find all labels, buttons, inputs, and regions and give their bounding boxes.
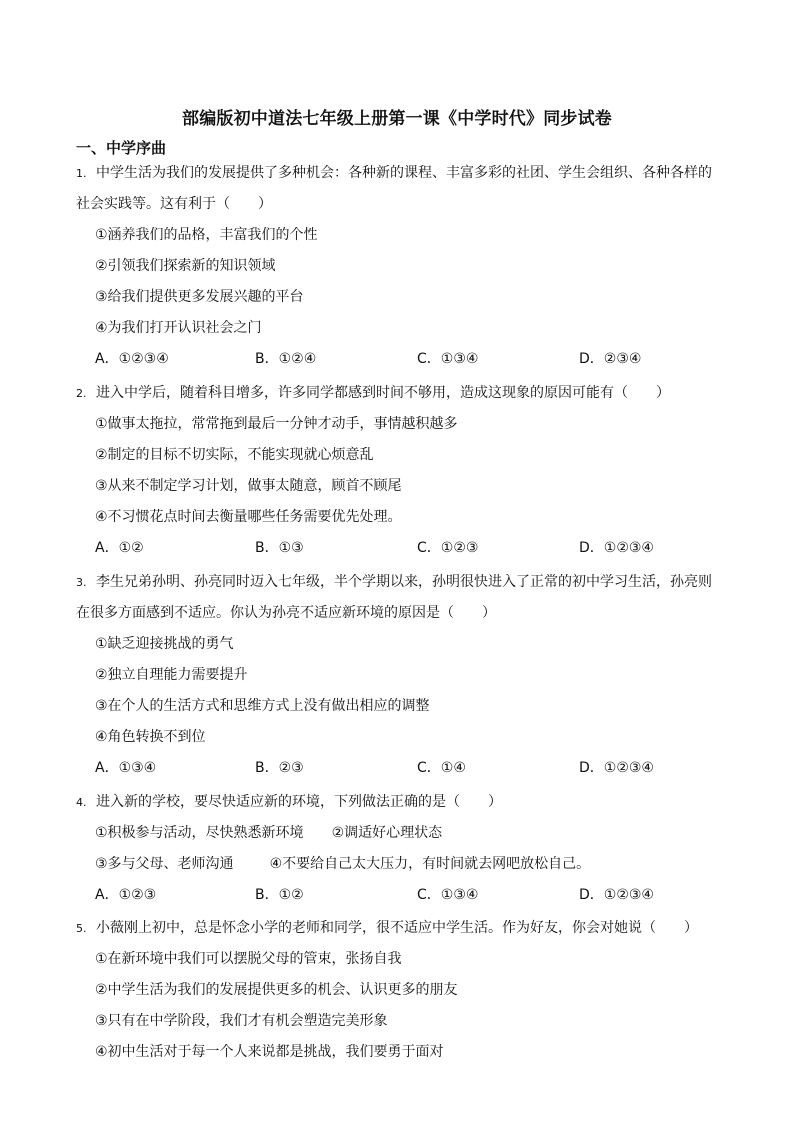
answer-choices: [76, 533, 756, 564]
answer-choices: [76, 880, 756, 911]
answer-choices: [76, 753, 756, 784]
option-1: ①在新环境中我们可以摆脱父母的管束，张扬自我: [95, 951, 402, 967]
option-1: ①做事太拖拉，常常拖到最后一分钟才动手，事情越积越多: [95, 416, 458, 432]
choice-d[interactable]: D．①②③④: [579, 887, 654, 903]
option-4: ④初中生活对于每一个人来说都是挑战，我们要勇于面对: [95, 1044, 444, 1060]
question-number: 5.: [76, 922, 87, 935]
question-stem-line-2: 在很多方面感到不适应。你认为孙亮不适应新环境的原因是（ ）: [76, 605, 496, 621]
choice-d[interactable]: D．②③④: [579, 351, 642, 367]
choice-a[interactable]: A．①②③: [95, 887, 157, 903]
choice-b[interactable]: B．②③: [255, 760, 304, 776]
choice-c[interactable]: C．①②③: [417, 540, 479, 556]
question-2: [76, 378, 756, 564]
question-4: [76, 787, 756, 911]
choice-b[interactable]: B．①②: [255, 887, 304, 903]
option-3: ③从来不制定学习计划，做事太随意，顾首不顾尾: [95, 478, 402, 494]
choice-b[interactable]: B．①③: [255, 540, 304, 556]
question-number: 1.: [76, 167, 87, 180]
option-3: ③给我们提供更多发展兴趣的平台: [95, 289, 304, 305]
question-stem: 2. 进入中学后，随着科目增多，许多同学都感到时间不够用，造成这现象的原因可能有（ ）: [76, 378, 756, 409]
question-5: [76, 913, 756, 1068]
choice-d[interactable]: D．①②③④: [579, 760, 654, 776]
choice-a[interactable]: A．①③④: [95, 760, 157, 776]
choice-c[interactable]: C．①③④: [417, 887, 479, 903]
choice-c[interactable]: C．①④: [417, 760, 466, 776]
question-stem: 1. 中学生活为我们的发展提供了多种机会：各种新的课程、丰富多彩的社团、学生会组织、各种各样的: [76, 158, 756, 189]
option-2: ②独立自理能力需要提升: [95, 667, 248, 683]
option-4: ④不习惯花点时间去衡量哪些任务需要优先处理。: [95, 509, 402, 525]
question-3: [76, 567, 756, 784]
option-3: ③只有在中学阶段，我们才有机会塑造完美形象: [95, 1013, 388, 1029]
option-2: ②中学生活为我们的发展提供更多的机会、认识更多的朋友: [95, 982, 458, 998]
option-2: ②引领我们探索新的知识领域: [95, 258, 276, 274]
option-row-2: [76, 849, 756, 880]
choice-a[interactable]: A．①②: [95, 540, 144, 556]
question-stem: 3. 李生兄弟孙明、孙亮同时迈入七年级，半个学期以来，孙明很快进入了正常的初中学习生活，孙亮则: [76, 567, 756, 598]
option-2: ②制定的目标不切实际，不能实现就心烦意乱: [95, 447, 374, 463]
option-1: ①缺乏迎接挑战的勇气: [95, 636, 234, 652]
choice-c[interactable]: C．①③④: [417, 351, 479, 367]
question-number: 4.: [76, 796, 87, 809]
option-4: ④角色转换不到位: [95, 729, 206, 745]
question-number: 3.: [76, 576, 87, 589]
choice-a[interactable]: A．①②③④: [95, 351, 169, 367]
question-stem-line-2: 社会实践等。这有利于（ ）: [76, 196, 272, 212]
option-3: ③多与父母、老师沟通: [95, 856, 234, 872]
section-heading: 一、中学序曲: [76, 139, 167, 157]
choice-b[interactable]: B．①②④: [255, 351, 317, 367]
option-4: ④为我们打开认识社会之门: [95, 320, 262, 336]
question-stem: 4. 进入新的学校，要尽快适应新的环境，下列做法正确的是（ ）: [76, 787, 756, 818]
choice-d[interactable]: D．①②③④: [579, 540, 654, 556]
question-1: [76, 158, 756, 375]
option-3: ③在个人的生活方式和思维方式上没有做出相应的调整: [95, 698, 430, 714]
option-4: ④不要给自己太大压力，有时间就去网吧放松自己。: [269, 856, 591, 872]
option-1: ①涵养我们的品格，丰富我们的个性: [95, 227, 318, 243]
question-number: 2.: [76, 387, 87, 400]
question-stem: 5. 小薇刚上初中，总是怀念小学的老师和同学，很不适应中学生活。作为好友，你会对她说（ ）: [76, 913, 756, 944]
option-row-1: [76, 818, 756, 849]
answer-choices: [76, 344, 756, 375]
option-1: ①积极参与活动，尽快熟悉新环境: [95, 825, 304, 841]
page-title: 部编版初中道法七年级上册第一课《中学时代》同步试卷: [182, 109, 612, 129]
option-2: ②调适好心理状态: [331, 825, 443, 841]
